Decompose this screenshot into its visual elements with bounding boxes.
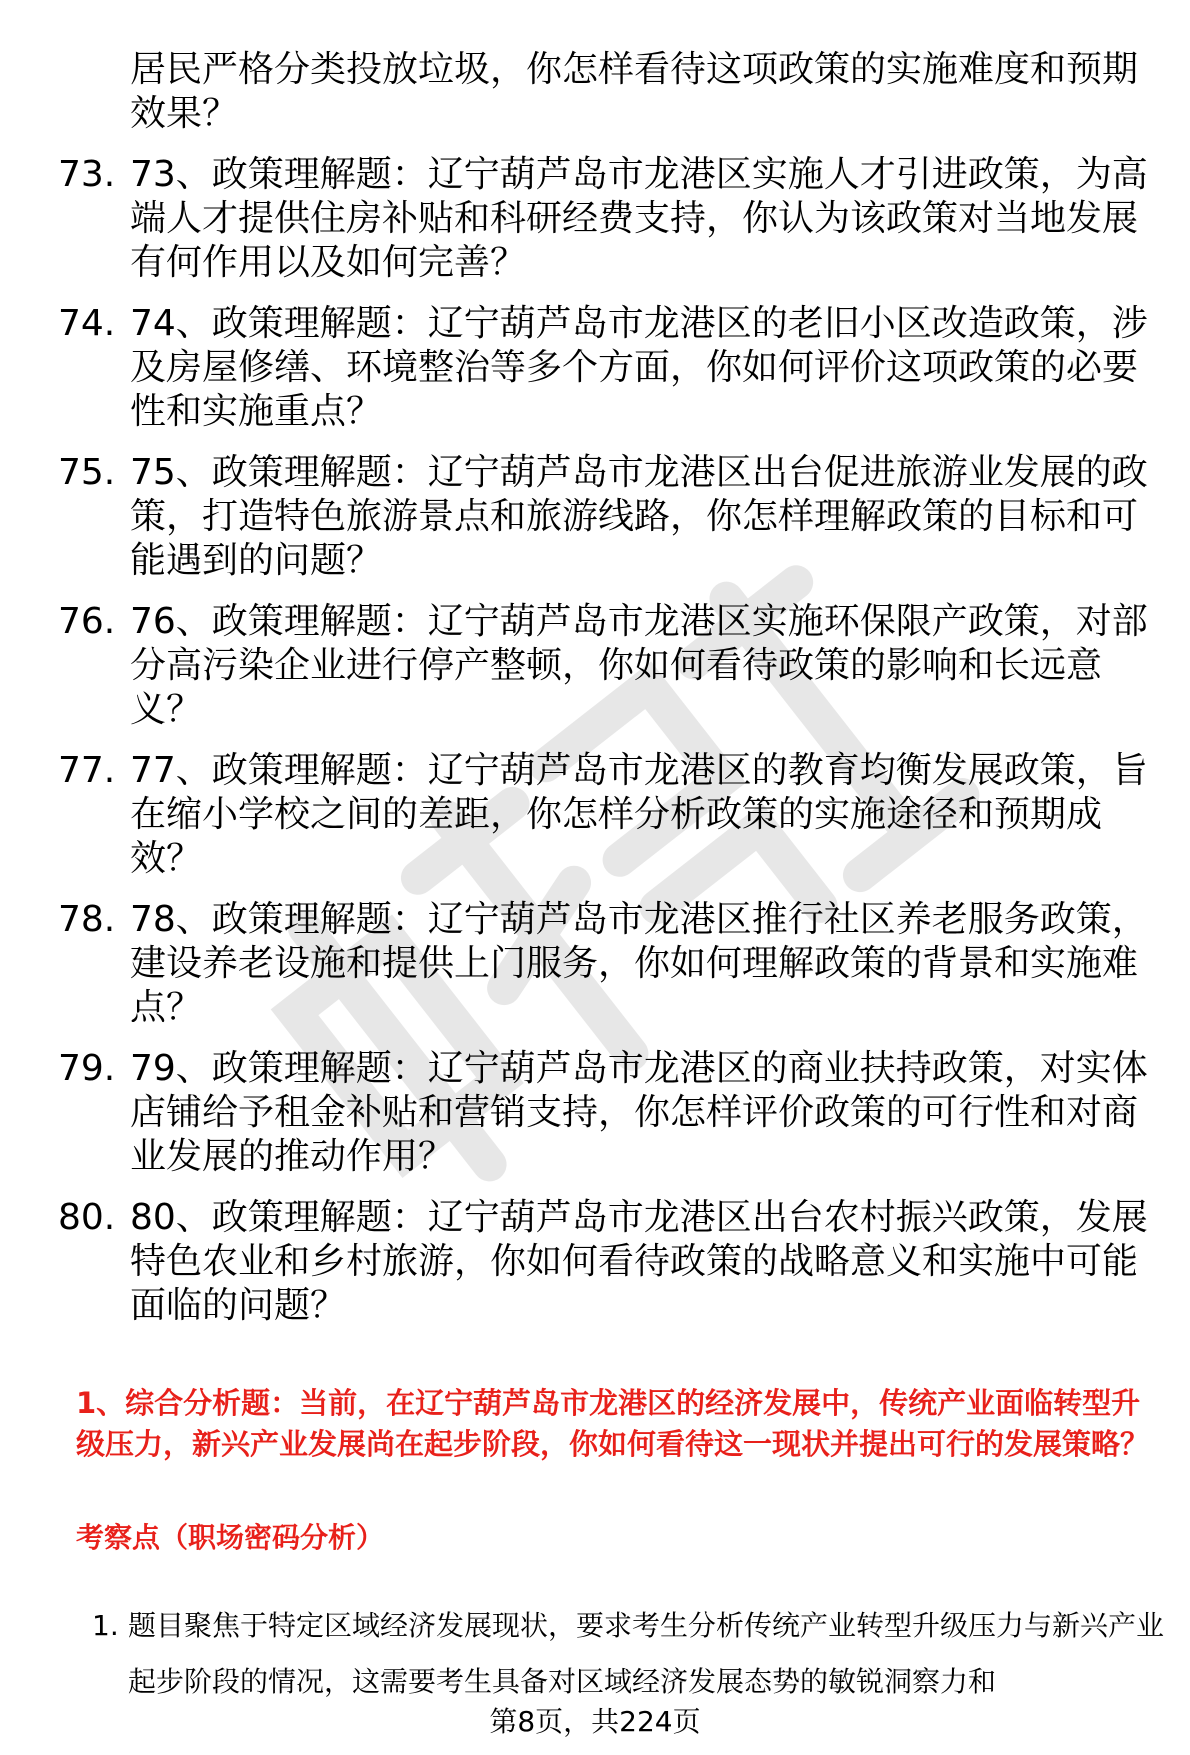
question-text: 74、政策理解题：辽宁葫芦岛市龙港区的老旧小区改造政策，涉及房屋修缮、环境整治等多个方面，你如何评价这项政策的必要性和实施重点？: [130, 303, 1148, 432]
question-number: 74.: [58, 303, 116, 344]
question-text: 75、政策理解题：辽宁葫芦岛市龙港区出台促进旅游业发展的政策，打造特色旅游景点和旅游线路，你怎样理解政策的目标和可能遇到的问题？: [130, 452, 1148, 581]
question-text: 78、政策理解题：辽宁葫芦岛市龙港区推行社区养老服务政策，建设养老设施和提供上门服务，你如何理解政策的背景和实施难点？: [130, 899, 1148, 1028]
analysis-question-title: 1、综合分析题：当前，在辽宁葫芦岛市龙港区的经济发展中，传统产业面临转型升级压力，新兴产业发展尚在起步阶段，你如何看待这一现状并提出可行的发展策略？: [76, 1386, 1150, 1461]
question-text: 76、政策理解题：辽宁葫芦岛市龙港区实施环保限产政策，对部分高污染企业进行停产整顿，你如何看待政策的影响和长远意义？: [130, 601, 1148, 730]
question-text: 80、政策理解题：辽宁葫芦岛市龙港区出台农村振兴政策，发展特色农业和乡村旅游，你如何看待政策的战略意义和实施中可能面临的问题？: [130, 1197, 1148, 1326]
question-number: 75.: [58, 452, 116, 493]
key-point-text: 题目聚焦于特定区域经济发展现状，要求考生分析传统产业转型升级压力与新兴产业起步阶段的情况，这需要考生具备对区域经济发展态势的敏锐洞察力和: [128, 1609, 1165, 1698]
question-item: [0, 600, 1190, 732]
page-footer: 第8页，共224页: [0, 1704, 1190, 1740]
question-text: 79、政策理解题：辽宁葫芦岛市龙港区的商业扶持政策，对实体店铺给予租金补贴和营销支持，你怎样评价政策的可行性和对商业发展的推动作用？: [130, 1048, 1148, 1177]
question-text: 77、政策理解题：辽宁葫芦岛市龙港区的教育均衡发展政策，旨在缩小学校之间的差距，你怎样分析政策的实施途径和预期成效？: [130, 750, 1148, 879]
question-item: [0, 1047, 1190, 1179]
key-points-title: 考察点（职场密码分析）: [76, 1521, 385, 1554]
question-item: [0, 451, 1190, 583]
question-items: [0, 153, 1190, 1328]
key-point-number: 1.: [92, 1609, 119, 1642]
question-72-continuation: 居民严格分类投放垃圾，你怎样看待这项政策的实施难度和预期效果？: [130, 49, 1139, 134]
question-number: 78.: [58, 899, 116, 940]
question-item: [0, 1196, 1190, 1328]
question-list: [0, 48, 1190, 1345]
question-number: 80.: [58, 1197, 116, 1238]
question-text: 73、政策理解题：辽宁葫芦岛市龙港区实施人才引进政策，为高端人才提供住房补贴和科研经费支持，你认为该政策对当地发展有何作用以及如何完善？: [130, 154, 1148, 283]
question-number: 77.: [58, 750, 116, 791]
question-number: 79.: [58, 1048, 116, 1089]
question-number: 73.: [58, 154, 116, 195]
question-item: [0, 153, 1190, 285]
question-item: [0, 898, 1190, 1030]
question-item: [0, 749, 1190, 881]
question-number: 76.: [58, 601, 116, 642]
question-item: [0, 302, 1190, 434]
key-point-item: [0, 1604, 1190, 1710]
